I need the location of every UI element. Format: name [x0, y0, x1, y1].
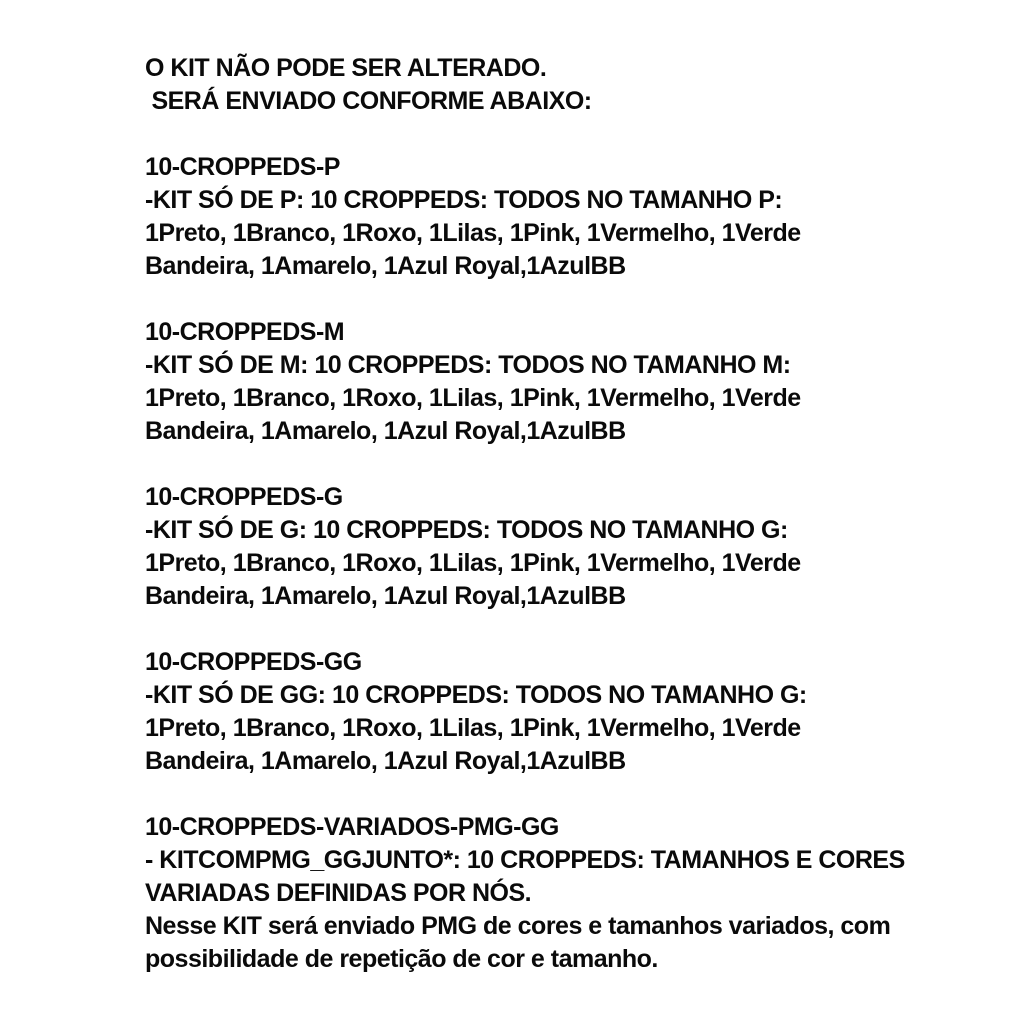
kit-line: 1Preto, 1Branco, 1Roxo, 1Lilas, 1Pink, 1Vermelho, 1Verde: [145, 384, 801, 412]
description-text-body: [145, 52, 984, 976]
kit-title: 10-CROPPEDS-G: [145, 483, 343, 511]
kit-title: 10-CROPPEDS-VARIADOS-PMG-GG: [145, 813, 559, 841]
kit-line: -KIT SÓ DE M: 10 CROPPEDS: TODOS NO TAMANHO M:: [145, 351, 791, 379]
kit-line: 1Preto, 1Branco, 1Roxo, 1Lilas, 1Pink, 1Vermelho, 1Verde: [145, 219, 801, 247]
kit-line: - KITCOMPMG_GGJUNTO*: 10 CROPPEDS: TAMANHOS E CORES: [145, 846, 905, 874]
kit-line: Nesse KIT será enviado PMG de cores e tamanhos variados, com: [145, 912, 891, 940]
kit-block: [145, 646, 984, 778]
kit-title: 10-CROPPEDS-GG: [145, 648, 362, 676]
notice-line-1: O KIT NÃO PODE SER ALTERADO.: [145, 54, 547, 82]
kit-line: Bandeira, 1Amarelo, 1Azul Royal,1AzulBB: [145, 747, 626, 775]
kit-line: 1Preto, 1Branco, 1Roxo, 1Lilas, 1Pink, 1Vermelho, 1Verde: [145, 549, 801, 577]
kit-line: VARIADAS DEFINIDAS POR NÓS.: [145, 879, 532, 907]
kit-line: possibilidade de repetição de cor e tamanho.: [145, 945, 658, 973]
kit-line: -KIT SÓ DE G: 10 CROPPEDS: TODOS NO TAMANHO G:: [145, 516, 788, 544]
kit-line: Bandeira, 1Amarelo, 1Azul Royal,1AzulBB: [145, 417, 626, 445]
notice-line-2: SERÁ ENVIADO CONFORME ABAIXO:: [145, 87, 592, 115]
kit-title: 10-CROPPEDS-P: [145, 153, 340, 181]
kit-line: Bandeira, 1Amarelo, 1Azul Royal,1AzulBB: [145, 582, 626, 610]
kit-line: -KIT SÓ DE P: 10 CROPPEDS: TODOS NO TAMANHO P:: [145, 186, 783, 214]
kit-line: Bandeira, 1Amarelo, 1Azul Royal,1AzulBB: [145, 252, 626, 280]
kit-block: [145, 316, 984, 448]
kit-block: [145, 811, 984, 976]
kit-line: -KIT SÓ DE GG: 10 CROPPEDS: TODOS NO TAMANHO G:: [145, 681, 807, 709]
kit-block: [145, 481, 984, 613]
kit-title: 10-CROPPEDS-M: [145, 318, 345, 346]
kit-notice-header: [145, 52, 984, 118]
kit-line: 1Preto, 1Branco, 1Roxo, 1Lilas, 1Pink, 1Vermelho, 1Verde: [145, 714, 801, 742]
kit-block: [145, 151, 984, 283]
kit-blocks-container: [145, 151, 984, 976]
